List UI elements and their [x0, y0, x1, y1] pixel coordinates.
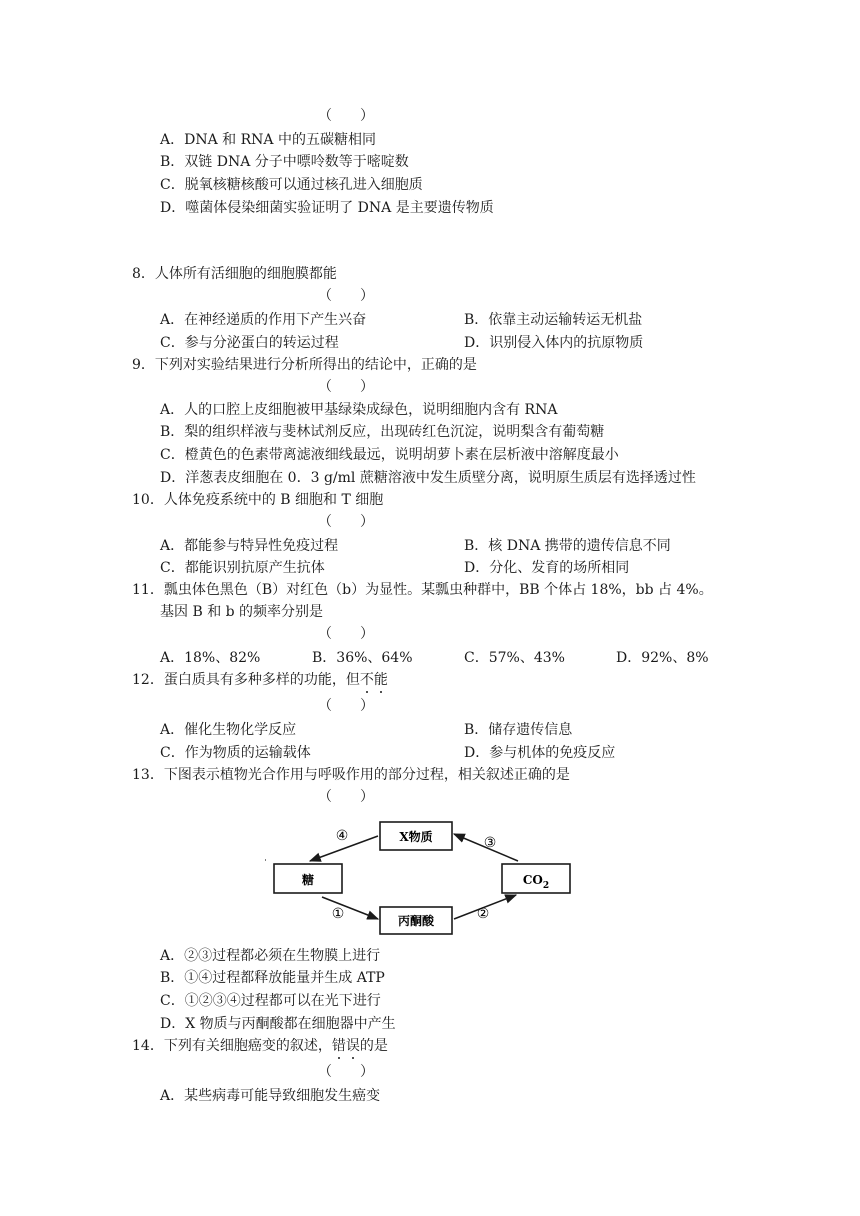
- q10-option-b: B．核 DNA 携带的遗传信息不同: [464, 538, 671, 554]
- box-sugar-label: 糖: [301, 873, 315, 887]
- q11-option-a: A．18%、82%: [160, 650, 261, 666]
- q12-option-b: B．储存遗传信息: [464, 722, 573, 738]
- q14-option-a: A．某些病毒可能导致细胞发生癌变: [160, 1088, 381, 1104]
- q9-answer-paren: （ ）: [318, 379, 374, 395]
- q7-option-b: B．双链 DNA 分子中嘌呤数等于嘧啶数: [160, 154, 409, 170]
- q10-option-c: C．都能识别抗原产生抗体: [160, 560, 325, 576]
- q14-emphasis-char-1: 错: [331, 1038, 346, 1054]
- q11-option-d: D．92%、8%: [616, 650, 709, 666]
- q13-stem: 13．下图表示植物光合作用与呼吸作用的部分过程，相关叙述正确的是: [132, 767, 570, 783]
- arrow-1: [322, 897, 378, 919]
- q8-option-b: B．依靠主动运输转运无机盐: [464, 312, 643, 328]
- q11-option-b: B．36%、64%: [312, 650, 413, 666]
- label-3: ③: [483, 835, 497, 851]
- q13-diagram: [260, 815, 590, 940]
- box-sugar: [274, 864, 342, 893]
- q13-answer-paren: （ ）: [318, 789, 374, 805]
- label-4: ④: [335, 828, 349, 844]
- q14-answer-paren: （ ）: [318, 1064, 374, 1080]
- q13-option-c: C．①②③④过程都可以在光下进行: [160, 993, 381, 1009]
- q10-option-a: A．都能参与特异性免疫过程: [160, 538, 339, 554]
- label-1: ①: [331, 906, 345, 922]
- q12-option-a: A．催化生物化学反应: [160, 722, 297, 738]
- q12-option-c: C．作为物质的运输载体: [160, 745, 311, 761]
- q11-stem-line2: 基因 B 和 b 的频率分别是: [160, 604, 324, 620]
- q9-stem: 9．下列对实验结果进行分析所得出的结论中，正确的是: [132, 357, 477, 373]
- q14-emphasis-char-2: 误: [345, 1038, 360, 1054]
- q8-answer-paren: （ ）: [318, 288, 374, 304]
- q8-option-c: C．参与分泌蛋白的转运过程: [160, 335, 339, 351]
- box-co2-label: $CO_2$: [522, 873, 550, 891]
- q7-option-a: A．DNA 和 RNA 中的五碳糖相同: [160, 132, 376, 148]
- q7-option-c: C．脱氧核糖核酸可以通过核孔进入细胞质: [160, 177, 423, 193]
- q9-option-b: B．梨的组织样液与斐林试剂反应，出现砖红色沉淀，说明梨含有葡萄糖: [160, 424, 605, 440]
- q12-stem: [132, 670, 388, 690]
- q12-stem-text: 12．蛋白质具有多种多样的功能，但: [132, 672, 360, 688]
- q9-option-a: A．人的口腔上皮细胞被甲基绿染成绿色，说明细胞内含有 RNA: [160, 402, 558, 418]
- box-pyruvate-label: 丙酮酸: [397, 914, 435, 928]
- q12-option-d: D．参与机体的免疫反应: [464, 745, 616, 761]
- q12-emphasis-char-2: 能: [373, 672, 388, 688]
- q10-option-d: D．分化、发育的场所相同: [464, 560, 630, 576]
- q11-option-c: C．57%、43%: [464, 650, 565, 666]
- q8-option-a: A．在神经递质的作用下产生兴奋: [160, 312, 367, 328]
- q12-emphasis-char-1: 不: [359, 672, 374, 688]
- q7-option-d: D．噬菌体侵染细菌实验证明了 DNA 是主要遗传物质: [160, 200, 494, 216]
- q8-option-d: D．识别侵入体内的抗原物质: [464, 335, 644, 351]
- q7-answer-paren: （ ）: [318, 108, 374, 124]
- q10-stem: 10．人体免疫系统中的 B 细胞和 T 细胞: [132, 492, 384, 508]
- q14-stem-suffix: 的是: [359, 1038, 388, 1054]
- box-x-substance: [380, 822, 452, 850]
- q14-stem-text: 14．下列有关细胞癌变的叙述，: [132, 1038, 332, 1054]
- label-2: ②: [476, 906, 490, 922]
- q13-option-d: D．X 物质与丙酮酸都在细胞器中产生: [160, 1016, 396, 1032]
- box-pyruvate: [380, 907, 452, 934]
- q13-option-b: B．①④过程都释放能量并生成 ATP: [160, 970, 385, 986]
- q11-answer-paren: （ ）: [318, 626, 374, 642]
- box-co2: [502, 864, 570, 893]
- q13-option-a: A．②③过程都必须在生物膜上进行: [160, 948, 381, 964]
- q9-option-c: C．橙黄色的色素带离滤液细线最远，说明胡萝卜素在层析液中溶解度最小: [160, 447, 619, 463]
- q14-stem: [132, 1036, 388, 1056]
- q10-answer-paren: （ ）: [318, 514, 374, 530]
- q8-stem: 8．人体所有活细胞的细胞膜都能: [132, 266, 337, 282]
- box-x-substance-label: X物质: [399, 830, 433, 844]
- q12-answer-paren: （ ）: [318, 698, 374, 714]
- q9-option-d: D．洋葱表皮细胞在 0．3 g/ml 蔗糖溶液中发生质壁分离，说明原生质层有选择透过性: [160, 470, 696, 486]
- q11-stem: 11．瓢虫体色黑色（B）对红色（b）为显性。某瓢虫种群中，BB 个体占 18%，bb 占 4%。: [132, 582, 713, 598]
